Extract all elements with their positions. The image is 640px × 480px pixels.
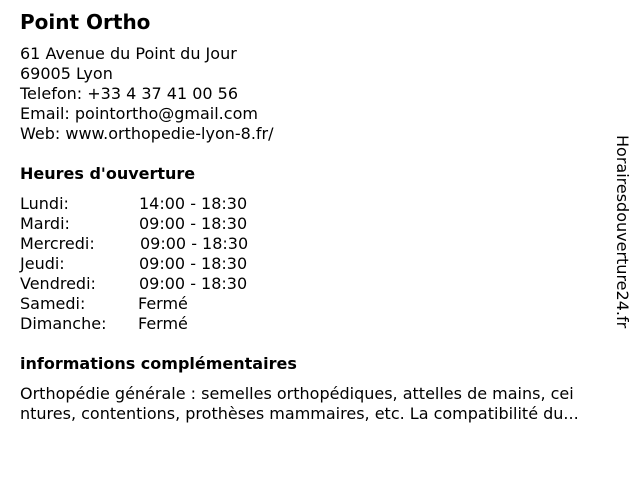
day-hours: 14:00 - 18:30 — [139, 194, 248, 213]
info-text-line-1: Orthopédie générale : semelles orthopédiques, attelles de mains, cei — [20, 384, 574, 403]
day-label: Lundi: — [20, 194, 69, 213]
day-hours: 09:00 - 18:30 — [140, 234, 249, 253]
day-label: Mercredi: — [20, 234, 95, 253]
additional-info-heading: informations complémentaires — [20, 354, 297, 373]
contact-block — [20, 44, 274, 144]
day-hours: 09:00 - 18:30 — [139, 214, 248, 233]
address-line-1: 61 Avenue du Point du Jour — [20, 44, 237, 63]
opening-hours-heading: Heures d'ouverture — [20, 164, 196, 183]
day-hours: Fermé — [138, 314, 188, 333]
additional-info-text — [20, 384, 636, 424]
day-label: Dimanche: — [20, 314, 107, 333]
web-line: Web: www.orthopedie-lyon-8.fr/ — [20, 124, 274, 143]
info-text-line-2: ntures, contentions, prothèses mammaires, etc. La compatibilité du... — [20, 404, 579, 423]
day-label: Mardi: — [20, 214, 70, 233]
day-hours: 09:00 - 18:30 — [139, 274, 248, 293]
email-line: Email: pointortho@gmail.com — [20, 104, 258, 123]
site-watermark: Horairesdouverture24.fr — [613, 135, 632, 329]
day-hours: 09:00 - 18:30 — [139, 254, 248, 273]
day-label: Samedi: — [20, 294, 86, 313]
address-line-2: 69005 Lyon — [20, 64, 113, 83]
business-name: Point Ortho — [20, 10, 151, 34]
phone-line: Telefon: +33 4 37 41 00 56 — [20, 84, 239, 103]
day-hours: Fermé — [138, 294, 188, 313]
day-label: Vendredi: — [20, 274, 96, 293]
day-label: Jeudi: — [20, 254, 65, 273]
